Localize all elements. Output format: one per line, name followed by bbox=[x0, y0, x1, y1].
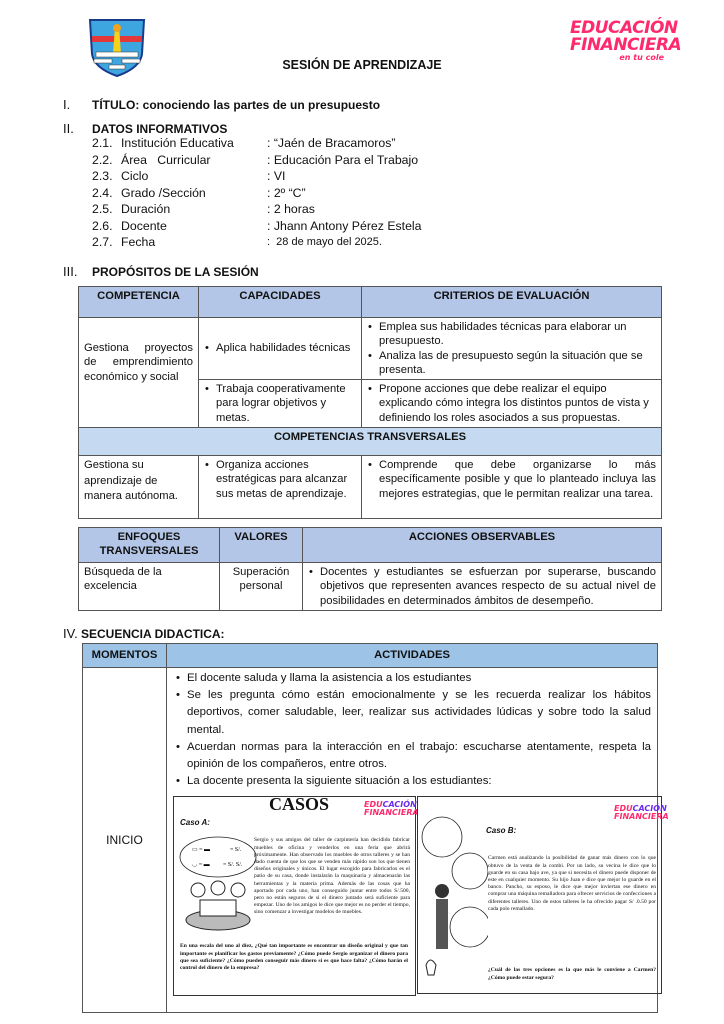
info-value: : Educación Para el Trabajo bbox=[267, 152, 419, 167]
enfoques-table bbox=[78, 527, 662, 611]
actividad-item: • El docente saluda y llama la asistencia a los estudiantes bbox=[187, 670, 651, 687]
caso-a-label: Caso A: bbox=[180, 818, 210, 828]
info-num: 2.3. bbox=[92, 169, 113, 183]
caso-a-panel bbox=[173, 794, 419, 996]
bubble-value-2: = S/. S/. bbox=[223, 862, 243, 869]
logo-line-1: EDUCACIÓN bbox=[570, 18, 678, 38]
criterio-item: • Analiza las de presupuesto según la situación que se presenta. bbox=[379, 349, 656, 378]
info-num: 2.1. bbox=[92, 136, 113, 150]
info-label: Grado /Sección bbox=[121, 185, 206, 200]
competencia-cell bbox=[79, 318, 199, 428]
info-row-area bbox=[92, 152, 422, 169]
info-num: 2.2. bbox=[92, 152, 113, 167]
datos-informativos-list bbox=[92, 135, 422, 251]
capacidad-cell bbox=[199, 380, 362, 428]
friends-illustration bbox=[178, 835, 258, 935]
section-2-heading: DATOS INFORMATIVOS bbox=[92, 122, 228, 136]
caso-a-text: Sergio y sus amigos del taller de carpintería han decidido fabricar muebles de oficina y venderlos en una feria que abrirá próximamente. Han observado los muebles de otros talleres y se han dado cuenta de que los que se venden más rápido son los que tienen diseños originales y únicos. El lugar escogido para fabricarlos es el patio de su casa, donde instalarán la maquinaria y almacenarán las herramientas y la materia prima. Además de las cosas que ha aportado por cada uno, han conseguido juntar entre todos S/.500, pero no están seguros de si el dinero juntado será suficiente para empezar. Uno de los amigos le dice que mejor es no perder el tiempo, sino comenzar a investigar modelos de muebles. bbox=[254, 837, 410, 916]
transversal-capacidad-cell bbox=[199, 456, 362, 519]
page-title: SESIÓN DE APRENDIZAJE bbox=[282, 58, 442, 72]
logo-line-2: FINANCIERA bbox=[570, 35, 682, 55]
actividad-item: • La docente presenta la siguiente situación a los estudiantes: bbox=[187, 773, 651, 790]
info-value: : 2º “C” bbox=[267, 185, 306, 200]
capacidad-item: • Aplica habilidades técnicas bbox=[216, 341, 356, 355]
capacidad-item: • Organiza acciones estratégicas para alcanzar sus metas de aprendizaje. bbox=[216, 458, 356, 501]
accion-item: • Docentes y estudiantes se esfuerzan por superarse, buscando objetivos que representen avances respecto de su actual nivel de posibilidades en determinados ámbitos de desempeño. bbox=[320, 565, 656, 608]
header-momentos: MOMENTOS bbox=[83, 644, 167, 668]
info-label: Área Curricular bbox=[121, 152, 211, 167]
competencias-transversales-header: COMPETENCIAS TRANSVERSALES bbox=[79, 428, 662, 456]
info-label: Duración bbox=[121, 202, 171, 216]
bubble-value-1: = S/. bbox=[230, 847, 242, 854]
criterio-item: • Emplea sus habilidades técnicas para elaborar un presupuesto. bbox=[379, 320, 656, 349]
info-value: : 28 de mayo del 2025. bbox=[267, 236, 382, 248]
info-row-duracion bbox=[92, 201, 422, 218]
section-2-numeral: II. bbox=[63, 121, 74, 136]
section-4-numeral: IV. bbox=[63, 626, 78, 641]
capacidad-cell bbox=[199, 318, 362, 380]
casos-figure bbox=[173, 790, 669, 1000]
accion-cell bbox=[303, 563, 662, 611]
section-1-numeral: I. bbox=[63, 97, 71, 112]
header-capacidades: CAPACIDADES bbox=[199, 287, 362, 318]
session-title: TÍTULO: conociendo las partes de un presupuesto bbox=[92, 98, 381, 112]
competencia-text: Gestiona proyectos de emprendimiento económico y social bbox=[84, 342, 193, 383]
secuencia-table bbox=[82, 643, 669, 1013]
caso-b-question: ¿Cuál de las tres opciones es la que más le conviene a Carmen? ¿Cómo puede estar segura? bbox=[488, 967, 656, 981]
propositos-table bbox=[78, 286, 662, 519]
logo-line-3: en tu cole bbox=[619, 53, 664, 62]
section-3-heading: PROPÓSITOS DE LA SESIÓN bbox=[92, 265, 259, 279]
info-num: 2.7. bbox=[92, 235, 113, 249]
info-num: 2.4. bbox=[92, 185, 113, 200]
info-value: : VI bbox=[267, 169, 286, 183]
transversal-criterio-cell bbox=[362, 456, 662, 519]
header-actividades: ACTIVIDADES bbox=[167, 644, 658, 668]
caso-b-panel bbox=[417, 796, 669, 994]
carmen-illustration bbox=[420, 815, 488, 985]
info-label: Docente bbox=[121, 218, 167, 233]
svg-text:◡ = ▬: ◡ = ▬ bbox=[192, 862, 210, 869]
criterios-cell bbox=[362, 318, 662, 380]
enfoque-cell: Búsqueda de la excelencia bbox=[79, 563, 220, 611]
caso-a-question: En una escala del uno al diez, ¿Qué tan importante es encontrar un diseño original y que tan importante es planificar los gastos previamente? ¿Cómo puede Sergio organizar el dinero para que sea suficiente? ¿Cómo pueden conseguir más dinero si es que hace falta? ¿Cómo harán el control del dinero de la empresa? bbox=[180, 943, 408, 972]
criterios-cell bbox=[362, 380, 662, 428]
header-criterios: CRITERIOS DE EVALUACIÓN bbox=[362, 287, 662, 318]
actividad-item: • Acuerdan normas para la interacción en el trabajo: escucharse atentamente, respeta la opinión de los compañeros, entre otros. bbox=[187, 739, 651, 773]
info-row-grado bbox=[92, 185, 422, 202]
header-valores: VALORES bbox=[220, 528, 303, 563]
info-label: Fecha bbox=[121, 235, 156, 249]
info-row-fecha bbox=[92, 234, 422, 251]
mini-ef-logo: EDUCACIÓN FINANCIERA bbox=[364, 800, 419, 818]
section-3-numeral: III. bbox=[63, 264, 78, 279]
actividad-item: • Se les pregunta cómo están emocionalmente y se les recuerda realizar los hábitos deportivos, comer saludable, leer, realizar sus actividades lúdicas y sobre todo la salud mental. bbox=[187, 687, 651, 739]
info-num: 2.5. bbox=[92, 202, 113, 216]
valor-cell: Superación personal bbox=[220, 563, 303, 611]
momento-inicio: INICIO bbox=[83, 668, 167, 1013]
info-value: : 2 horas bbox=[267, 202, 315, 216]
header-enfoques: ENFOQUES TRANSVERSALES bbox=[79, 528, 220, 563]
header-competencia: COMPETENCIA bbox=[79, 287, 199, 318]
capacidad-item: • Trabaja cooperativamente para lograr objetivos y metas. bbox=[216, 382, 356, 425]
casos-title: CASOS bbox=[269, 794, 330, 815]
transversal-competencia-cell: Gestiona su aprendizaje de manera autónoma. bbox=[79, 456, 199, 519]
svg-text:▭ = ▬: ▭ = ▬ bbox=[192, 847, 211, 854]
info-num: 2.6. bbox=[92, 218, 113, 233]
info-value: : “Jaén de Bracamoros” bbox=[267, 136, 396, 150]
caso-b-label: Caso B: bbox=[486, 826, 517, 836]
info-row-ciclo bbox=[92, 168, 422, 185]
criterio-item: • Comprende que debe organizarse lo más específicamente posible y que lo planteado incluya las mejores estrategias, que le permitan realizar una tarea. bbox=[379, 458, 656, 501]
mini-ef-logo: EDUCACIÓN FINANCIERA bbox=[614, 804, 669, 822]
info-label: Ciclo bbox=[121, 169, 149, 183]
caso-b-text: Carmen está analizando la posibilidad de ganar más dinero con lo que obtuvo de la venta de la combi. Por un lado, su vecina le dice que lo guarde en su casa bajo ave, ya que si necesita el dinero puede disponer de este en cualquier momento. Su hijo Juan e dice que mejor lo guarde en el banco. Pancho, su esposo, le dice que mejor inviertan ese dinero en comprar una máquina remalladora para ofrecer servicios de confecciones a diferentes talleres. Uno de estos talleres le ha ofrecido pagar S/ .0.50 por cada polo remallado. bbox=[488, 855, 656, 912]
info-value: : Jhann Antony Pérez Estela bbox=[267, 218, 422, 233]
section-4-heading: SECUENCIA DIDACTICA: bbox=[81, 627, 225, 641]
header-acciones: ACCIONES OBSERVABLES bbox=[303, 528, 662, 563]
actividades-cell bbox=[167, 668, 669, 1013]
info-row-docente bbox=[92, 218, 422, 235]
info-row-institucion bbox=[92, 135, 422, 152]
info-label: Institución Educativa bbox=[121, 136, 234, 150]
criterio-item: • Propone acciones que debe realizar el equipo explicando cómo integra los distintos puntos de vista y definiendo los roles asociados a sus propuestas. bbox=[379, 382, 656, 425]
